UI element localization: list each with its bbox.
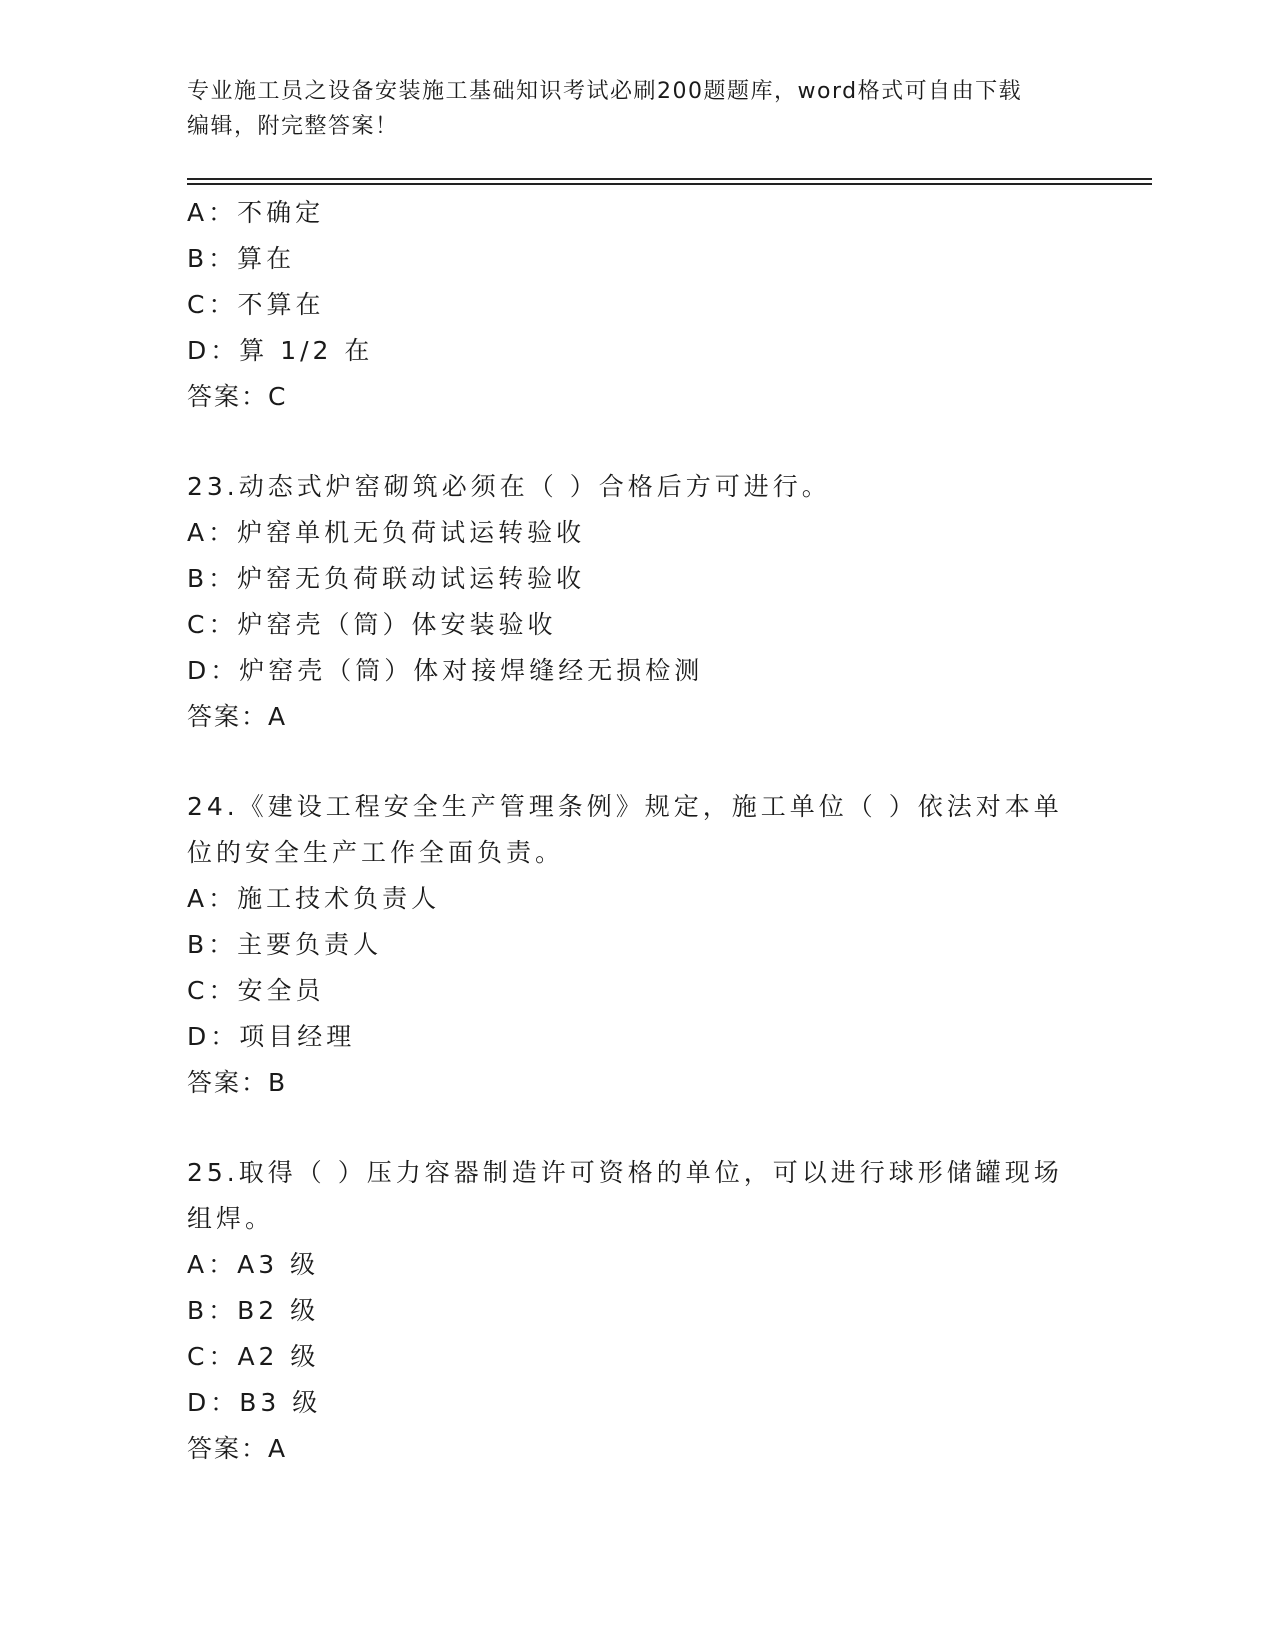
- q25-option-c: C：A2 级: [187, 1342, 320, 1371]
- q22-option-d: D：算 1/2 在: [187, 336, 374, 365]
- spacer: [187, 1106, 1087, 1150]
- header-line-2: 编辑，附完整答案！: [187, 114, 399, 139]
- q23-option-c: C：炉窑壳（筒）体安装验收: [187, 610, 557, 639]
- q22-answer: 答案：C: [187, 382, 288, 411]
- q25-option-a: A：A3 级: [187, 1250, 320, 1279]
- q24-question-line-2: 位的安全生产工作全面负责。: [187, 838, 565, 867]
- q25-answer: 答案：A: [187, 1434, 288, 1463]
- q24-question-line-1: 24.《建设工程安全生产管理条例》规定，施工单位（ ）依法对本单: [187, 792, 1063, 821]
- q23-option-b: B：炉窑无负荷联动试运转验收: [187, 564, 586, 593]
- question-22: [187, 190, 1087, 420]
- header-line-1: 专业施工员之设备安装施工基础知识考试必刷200题题库，word格式可自由下载: [187, 79, 1023, 104]
- header-rule-bottom: [187, 183, 1152, 185]
- q22-option-a: A：不确定: [187, 198, 325, 227]
- q25-option-d: D：B3 级: [187, 1388, 322, 1417]
- q23-option-a: A：炉窑单机无负荷试运转验收: [187, 518, 586, 547]
- q25-question-line-1: 25.取得（ ）压力容器制造许可资格的单位，可以进行球形储罐现场: [187, 1158, 1063, 1187]
- q23-answer: 答案：A: [187, 702, 288, 731]
- q24-option-c: C：安全员: [187, 976, 325, 1005]
- q24-option-d: D：项目经理: [187, 1022, 356, 1051]
- q22-option-c: C：不算在: [187, 290, 325, 319]
- q23-question: 23.动态式炉窑砌筑必须在（ ）合格后方可进行。: [187, 472, 831, 501]
- spacer: [187, 740, 1087, 784]
- question-23: [187, 464, 1087, 740]
- q24-option-a: A：施工技术负责人: [187, 884, 441, 913]
- q23-option-d: D：炉窑壳（筒）体对接焊缝经无损检测: [187, 656, 704, 685]
- question-25: [187, 1150, 1087, 1472]
- question-list: [187, 190, 1087, 1472]
- spacer: [187, 420, 1087, 464]
- question-24: [187, 784, 1087, 1106]
- header-rule-top: [187, 178, 1152, 180]
- q22-option-b: B：算在: [187, 244, 296, 273]
- document-header: [187, 74, 1067, 144]
- q25-question-line-2: 组焊。: [187, 1204, 275, 1233]
- q24-answer: 答案：B: [187, 1068, 288, 1097]
- q24-option-b: B：主要负责人: [187, 930, 383, 959]
- q25-option-b: B：B2 级: [187, 1296, 320, 1325]
